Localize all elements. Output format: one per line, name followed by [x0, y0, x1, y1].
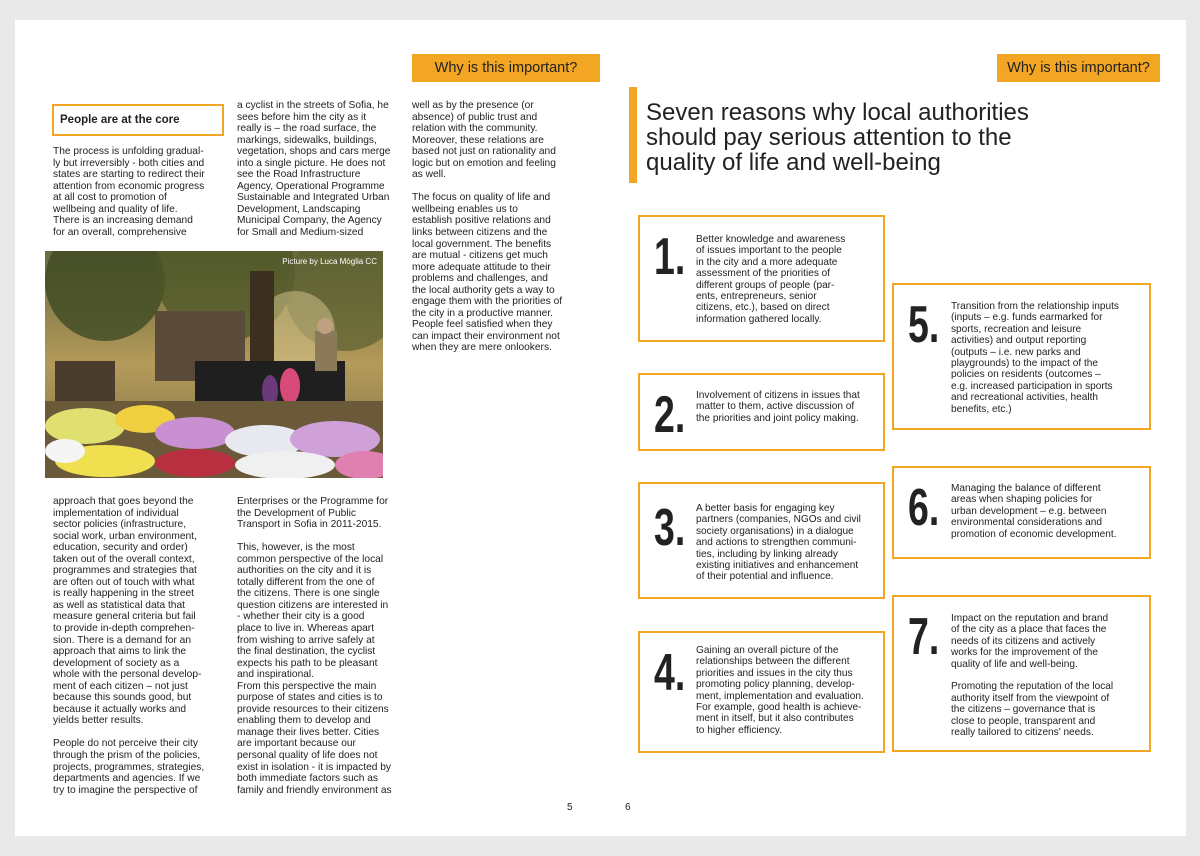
page-number-left: 5: [567, 802, 573, 813]
left-page: [15, 20, 600, 836]
col1-top-text: The process is unfolding gradual- ly but irreversibly - both cities and states are starting to redirect their attention from economic progress at all cost to promotion of wellbeing and quality of life. There is an increasing demand for an overall, comprehensive: [53, 146, 205, 238]
reason-number: 7.: [908, 608, 940, 666]
reason-number: 2.: [654, 386, 686, 444]
reason-text: Better knowledge and awareness of issues important to the people in the city and a more adequate assessment of the priorities of different groups of people (par- ents, entrepreneurs, senior citizens, etc.), based on direct information gathered locally.: [696, 234, 846, 325]
reason-card-6: [892, 466, 1151, 559]
section-tag: Why is this important?: [997, 54, 1160, 82]
reason-card-3: [638, 482, 885, 599]
page-number-right: 6: [625, 802, 631, 813]
reason-number: 3.: [654, 499, 686, 557]
reason-card-7: [892, 595, 1151, 752]
page-headline: Seven reasons why local authorities should pay serious attention to the quality of life and well-being: [646, 99, 1029, 176]
right-page: [600, 20, 1186, 836]
col2-top-text: a cyclist in the streets of Sofia, he sees before him the city as it really is – the road surface, the markings, sidewalks, buildings, vegetation, shops and cars merge into a single picture. He does not see the Road Infrastructure Agency, Operational Programme Sustainable and Integrated Urban Development, Landscaping Municipal Company, the Agency for Small and Medium-sized: [237, 100, 391, 239]
core-heading-box: People are at the core: [52, 104, 224, 136]
reason-text: Impact on the reputation and brand of the city as a place that faces the needs of its citizens and actively works for the improvement of the quality of life and well-being. Promoting the reputation of the local authority itself from the viewpoint of the citizens – governance that is close to people, transparent and really tailored to citizens' needs.: [951, 613, 1114, 739]
col1-bottom-text: approach that goes beyond the implementation of individual sector policies (infrastructure, social work, urban environment, education, security and order) taken out of the overall context, programmes and strategies that are often out of touch with what is really happening in the street as well as statistical data that measure general criteria but fail to provide in-depth comprehen- sion. There is a demand for an approach that aims to link the development of society as a whole with the personal develop- ment of each citizen – not just because this sounds good, but because it actually works and yields better results. People do not perceive their city through the prism of the policies, projects, programmes, strategies, departments and agencies. If we try to imagine the perspective of: [53, 496, 205, 796]
reason-text: Transition from the relationship inputs (inputs – e.g. funds earmarked for sports, recreation and leisure activities) and output reporting (outputs – i.e. new parks and playgrounds) to the impact of the policies on residents (outcomes – e.g. increased participation in sports and recreational activities, health benefits, etc.): [951, 301, 1119, 415]
reason-text: Managing the balance of different areas when shaping policies for urban development – e.g. between environmental considerations and promotion of economic development.: [951, 483, 1117, 540]
col2-bottom-text: Enterprises or the Programme for the Development of Public Transport in Sofia in 2011-2015. This, however, is the most common perspective of the local authorities on the city and it is totally different from the one of the citizens. There is one single question citizens are interested in - whether their city is a good place to live in. Whereas apart from wishing to arrive safely at the final destination, the cyclist expects his path to be pleasant and inspirational. From this perspective the main purpose of states and cities is to provide resources to their citizens enabling them to develop and manage their lives better. Cities are important because our personal quality of life does not exist in isolation - it is impacted by both immediate factors such as family and friendly environment as: [237, 496, 392, 796]
reason-text: Gaining an overall picture of the relationships between the different priorities and issues in the city thus promoting policy planning, develop- ment, implementation and evaluation. For example, good health is achieve- ment in itself, but it also contributes to higher efficiency.: [696, 645, 864, 736]
headline-accent-bar: [629, 87, 637, 183]
reason-text: A better basis for engaging key partners (companies, NGOs and civil society organisations) in a dialogue and actions to strengthen communi- ties, including by linking already existing initiatives and enhancement of their potential and influence.: [696, 503, 861, 583]
reason-number: 6.: [908, 479, 940, 537]
photo-credit: Picture by Luca Mòglia CC: [282, 257, 377, 266]
market-photo: [45, 251, 383, 478]
reason-number: 5.: [908, 296, 940, 354]
reason-number: 4.: [654, 644, 686, 702]
reason-number: 1.: [654, 228, 686, 286]
reason-text: Involvement of citizens in issues that matter to them, active discussion of the priorities and joint policy making.: [696, 390, 860, 424]
reason-card-1: [638, 215, 885, 342]
flower-market-image: [45, 251, 383, 478]
reason-card-5: [892, 283, 1151, 430]
reason-card-4: [638, 631, 885, 753]
section-tag: Why is this important?: [412, 54, 600, 82]
col3-text: well as by the presence (or absence) of public trust and relation with the community. Moreover, these relations are based not just on rationality and logic but on emotion and feeling as well. The focus on quality of life and wellbeing enables us to establish positive relations and links between citizens and the local government. The benefits are mutual - citizens get much more adequate attitude to their problems and challenges, and the local authority gets a way to engage them with the priorities of the city in a productive manner. People feel satisfied when they can impact their environment not when they are mere onlookers.: [412, 100, 563, 354]
reason-card-2: [638, 373, 885, 451]
